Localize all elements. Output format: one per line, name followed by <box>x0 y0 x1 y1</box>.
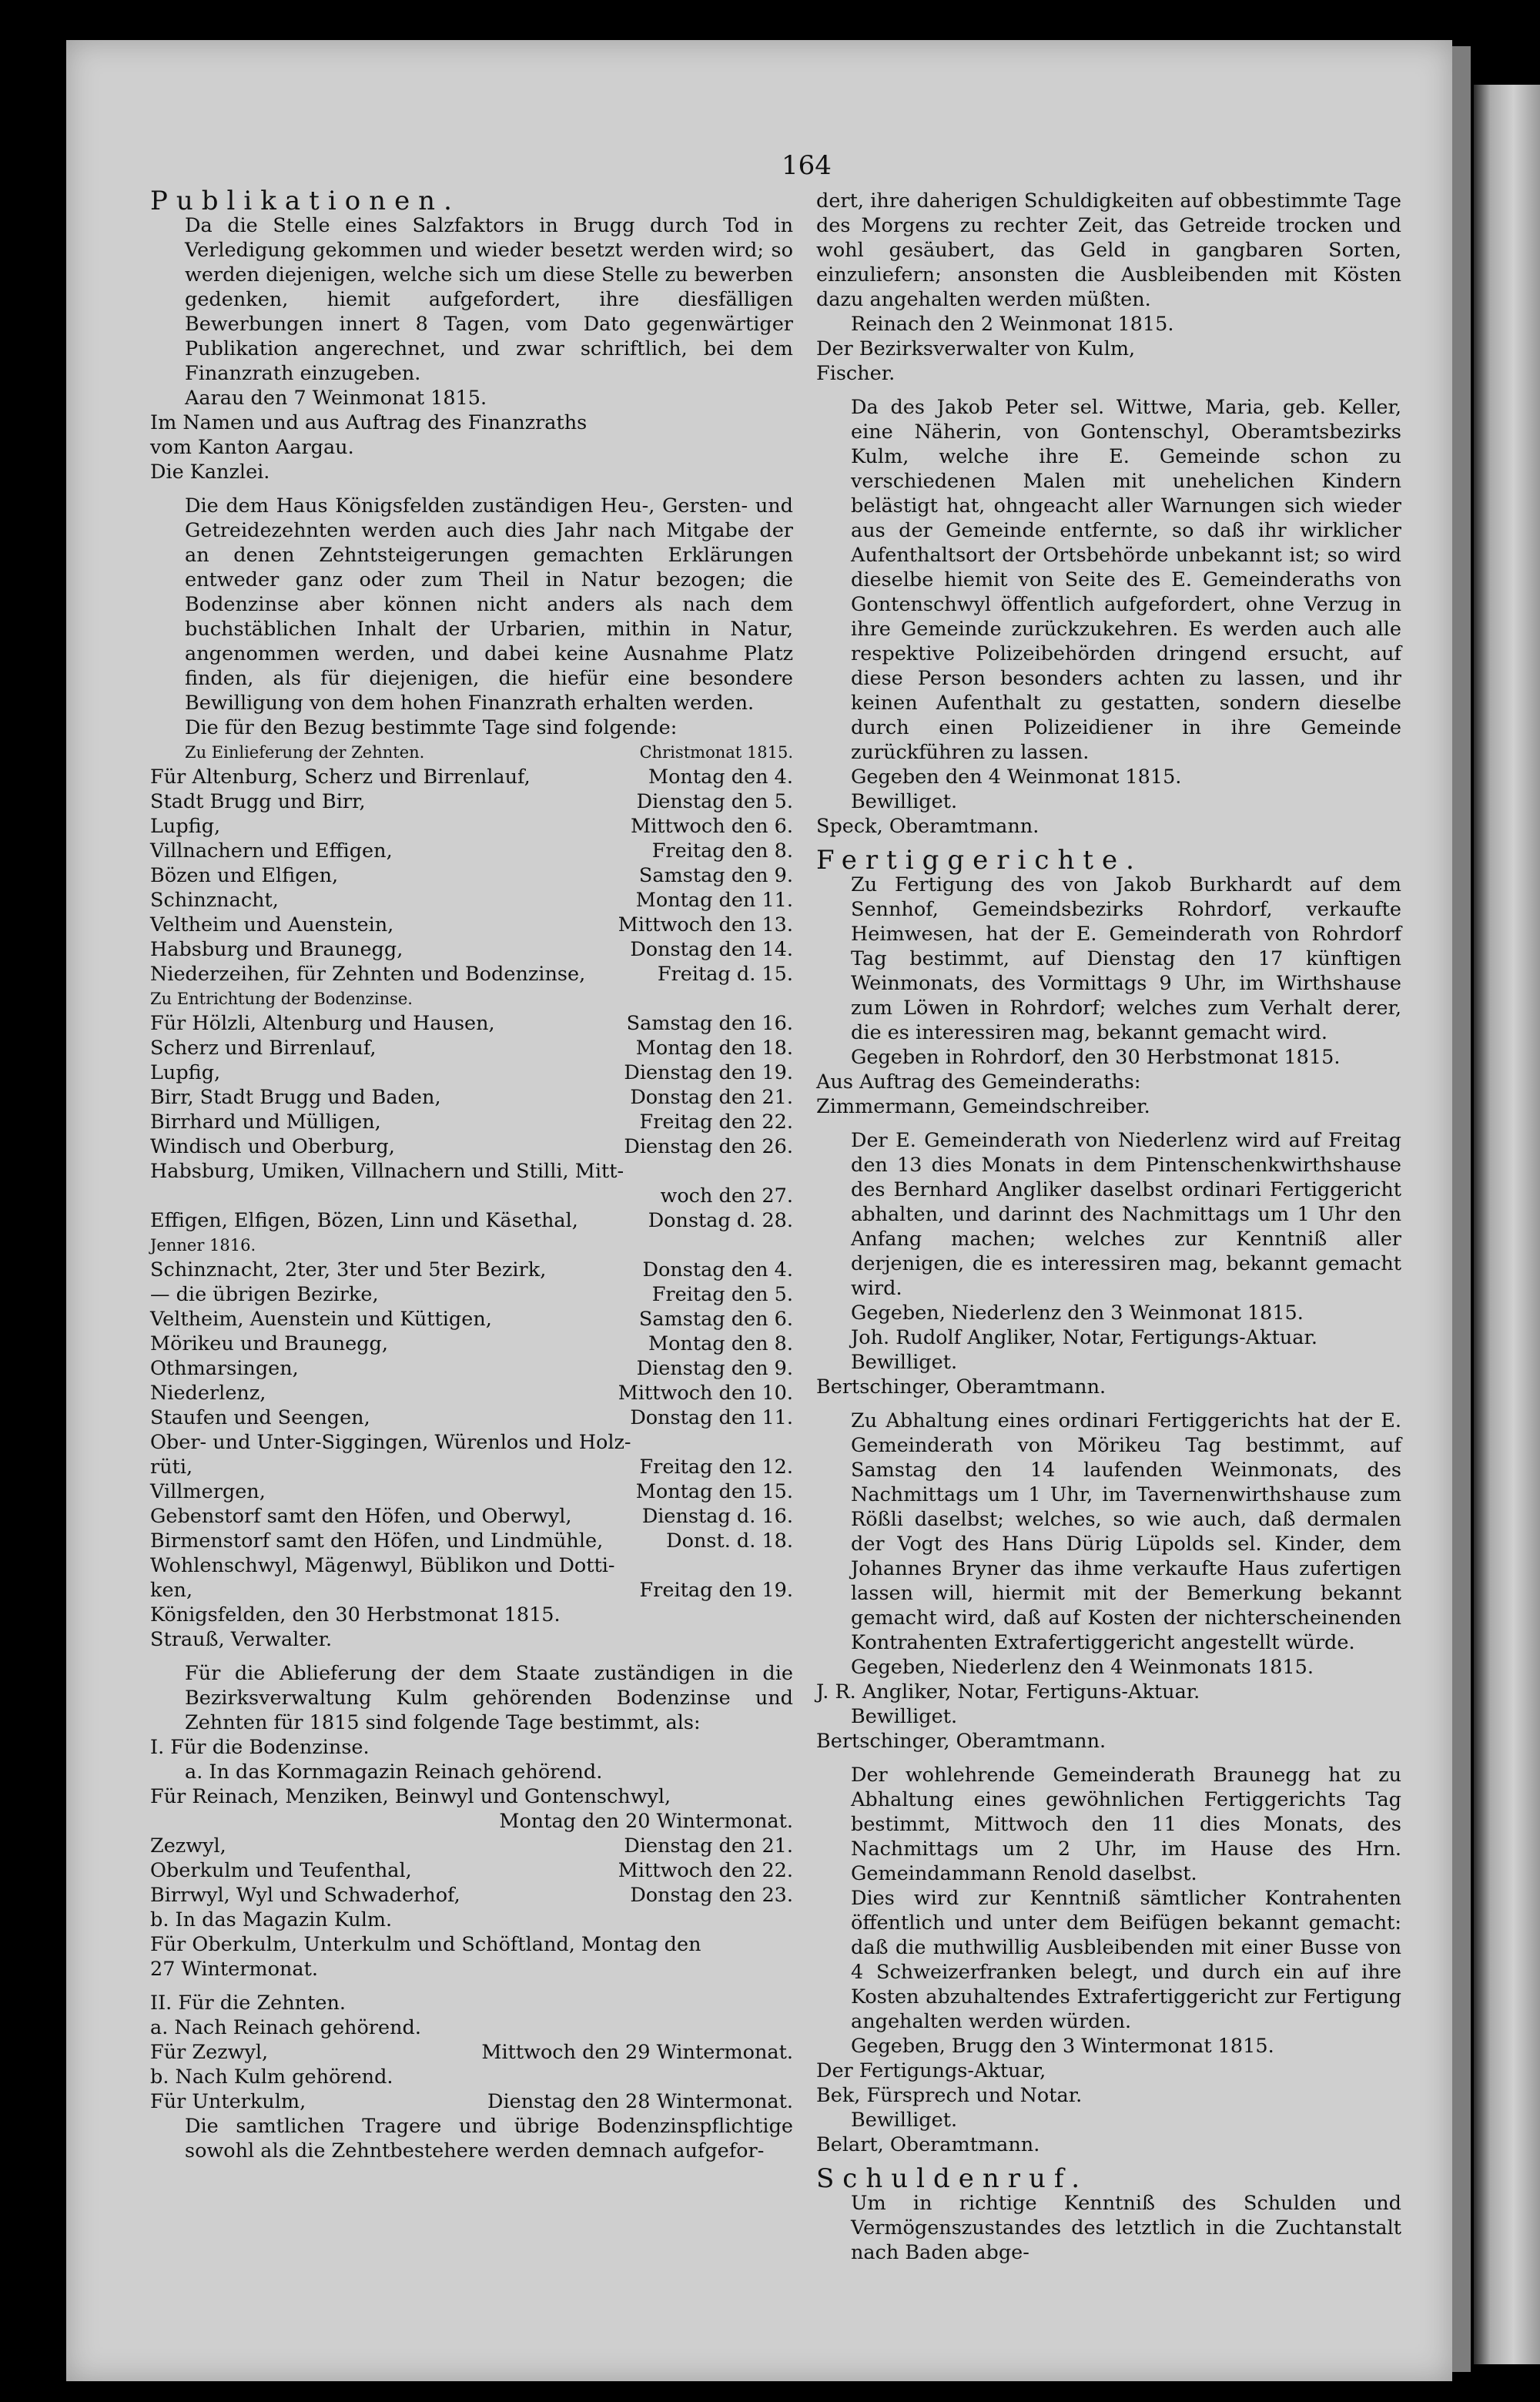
schedule-row: Effigen, Elfigen, Bözen, Linn und Käsethal, Donstag d. 28. <box>150 1209 793 1232</box>
schedule-row: Schinznacht, 2ter, 3ter und 5ter Bezirk, Donstag den 4. <box>150 1258 793 1281</box>
peter-approval: Bewilliget. <box>851 790 958 813</box>
koenigsfelden-notice: Die dem Haus Königsfelden zuständigen Heu-, Gersten- und Getreidezehnten werden auch dies Jahr nach Mitgabe der an denen Zehntsteigerungen gemachten Erklärungen entweder ganz oder zum Theil in Natur bezogen; die Bodenzinse aber können nicht anders als nach dem buchstäblichen Inhalt der Urbarien, mithin in Natur, angenommen werden, und dabei keine Ausnahme Platz finden, als für diejenigen, die hiefür eine besondere Bewilligung von dem hohen Finanzrath erhalten werden. <box>185 494 793 715</box>
salzfaktor-authority: Im Namen und aus Auftrag des Finanzraths <box>150 411 588 434</box>
schedule-row: Othmarsingen, Dienstag den 9. <box>150 1357 793 1380</box>
schedule-row: rüti, Freitag den 12. <box>150 1456 793 1479</box>
moeriken-date: Gegeben, Niederlenz den 4 Weinmonats 1815. <box>851 1656 1314 1679</box>
schedule-row: Oberkulm und Teufenthal, Mittwoch den 22. <box>150 1859 793 1882</box>
kulm-continuation: dert, ihre daherigen Schuldigkeiten auf obbestimmte Tage des Morgens zu rechter Zeit, das Getreide trocken und wohl gesäubert, das Geld in gangbaren Sorten, einzuliefern; ansonsten die Ausbleibenden mit Kösten dazu angehalten werden müßten. <box>816 189 1401 311</box>
kulm-I-schedule <box>150 1784 793 1908</box>
peter-notice: Da des Jakob Peter sel. Wittwe, Maria, geb. Keller, eine Näherin, von Gontenschyl, Oberamtsbezirks Kulm, welche ihre E. Gemeinde schon zu verschiedenen Malen mit unehelichen Kindern belästigt hat, ohngeacht aller Warnungen sich wieder aus der Gemeinde entfernte, so daß ihr wirklicher Aufenthaltsort der Ortsbehörde unbekannt ist; so wird dieselbe hiemit von Seite des E. Gemeinderaths von Gontenschwyl öffentlich aufgefordert, ohne Verzug in ihre Gemeinde zurückzukehren. Es werden auch alle respektive Polizeibehörden dringend ersucht, auf diese Person besonders achten zu lassen, und ihr keinen Aufenthalt zu gestatten, sondern dieselbe durch einen Polizeidiener in ihre Gemeinde zurückführen zu lassen. <box>851 396 1401 764</box>
schedule-row: Birrwyl, Wyl und Schwaderhof, Donstag den 23. <box>150 1884 793 1907</box>
braunegg-signature: Bek, Fürsprech und Notar. <box>816 2084 1083 2107</box>
left-column <box>150 186 793 2163</box>
schedule-row: Für Hölzli, Altenburg und Hausen, Samstag den 16. <box>150 1012 793 1035</box>
salzfaktor-authority-2: vom Kanton Aargau. <box>150 436 354 459</box>
zehnten-heading: Zu Einlieferung der Zehnten. <box>185 743 425 762</box>
braunegg-oberamtmann: Belart, Oberamtmann. <box>816 2133 1040 2156</box>
kulm-signature-name: Fischer. <box>816 362 896 385</box>
schedule-row: Birr, Stadt Brugg und Baden, Donstag den 21. <box>150 1086 793 1109</box>
kulm-signature: Der Bezirksverwalter von Kulm, <box>816 337 1136 360</box>
page-edge <box>1452 46 1471 2372</box>
schedule-row: Für Reinach, Menziken, Beinwyl und Gontenschwyl, <box>150 1785 671 1808</box>
moeriken-signature: J. R. Angliker, Notar, Fertiguns-Aktuar. <box>816 1680 1200 1704</box>
schedule-row: Zezwyl, Dienstag den 21. <box>150 1834 793 1858</box>
schedule-row: woch den 27. <box>660 1184 793 1208</box>
kulm-Ib-row-2: 27 Wintermonat. <box>150 1958 318 1981</box>
section-title-schuldenruf: Schuldenruf. <box>816 2163 1089 2194</box>
schedule-row: Lupfig, Dienstag den 19. <box>150 1061 793 1084</box>
rohrdorf-signature: Zimmermann, Gemeindschreiber. <box>816 1095 1150 1118</box>
schedule-row: Habsburg, Umiken, Villnachern und Stilli, Mitt- <box>150 1160 624 1183</box>
schedule-row: Für Zezwyl, Mittwoch den 29 Wintermonat. <box>150 2041 793 2064</box>
salzfaktor-date: Aarau den 7 Weinmonat 1815. <box>185 387 487 410</box>
niederlenz-oberamtmann: Bertschinger, Oberamtmann. <box>816 1375 1106 1399</box>
kulm-Ib-row: Für Oberkulm, Unterkulm und Schöftland, Montag den <box>150 1933 701 1956</box>
kulm-notice: Für die Ablieferung der dem Staate zuständigen in die Bezirksverwaltung Kulm gehörenden Bodenzinse und Zehnten für 1815 sind folgende Tage bestimmt, als: <box>185 1662 793 1734</box>
moeriken-notice: Zu Abhaltung eines ordinari Fertiggerichts hat der E. Gemeinderath von Mörikeu Tag bestimmt, auf Samstag den 14 laufenden Weinmonats, des Nachmittags um 1 Uhr, im Tavernenwirthshause zum Rößli daselbst; welches, so wie auch, daß dermalen der Vogt des Hans Dürig Lüpolds sel. Kinder, dem Johannes Bryner das ihme verkaufte Haus zufertigen lassen will, hiermit mit der Bemerkung bekannt gemacht wird, daß auf Kosten der nichterscheinenden Kontrahenten Extrafertiggericht angestellt würde. <box>851 1409 1401 1654</box>
schedule-row: Windisch und Oberburg, Dienstag den 26. <box>150 1135 793 1158</box>
niederlenz-date: Gegeben, Niederlenz den 3 Weinmonat 1815. <box>851 1302 1304 1325</box>
schedule-row: Villmergen, Montag den 15. <box>150 1480 793 1503</box>
bodenzinse-heading: Zu Entrichtung der Bodenzinse. <box>150 990 413 1008</box>
schedule-row: Birrhard und Mülligen, Freitag den 22. <box>150 1111 793 1134</box>
braunegg-notice: Der wohlehrende Gemeinderath Braunegg hat zu Abhaltung eines gewöhnlichen Fertiggerichts Tag bestimmt, Mittwoch den 11 dies Monats, des Nachmittags um 2 Uhr, im Hause des Hrn. Gemeindammann Renold daselbst. <box>851 1764 1401 1885</box>
schedule-row: ken, Freitag den 19. <box>150 1579 793 1602</box>
schedule-row: Montag den 20 Wintermonat. <box>499 1810 793 1833</box>
salzfaktor-notice: Da die Stelle eines Salzfaktors in Brugg durch Tod in Verledigung gekommen und wieder besetzt werden wird; so werden diejenigen, welche sich um diese Stelle zu bewerben gedenken, hiemit aufgefordert, ihre diesfälligen Bewerbungen innert 8 Tagen, vom Dato gegenwärtiger Publikation angerechnet, und zwar schriftlich, bei dem Finanzrath einzugeben. <box>185 214 793 385</box>
schedule-row: Veltheim, Auenstein und Küttigen, Samstag den 6. <box>150 1308 793 1331</box>
rohrdorf-notice: Zu Fertigung des von Jakob Burkhardt auf dem Sennhof, Gemeindsbezirks Rohrdorf, verkaufte Heimwesen, hat der E. Gemeinderath von Rohrdorf Tag bestimmt, auf Dienstag den 17 künftigen Weinmonats, des Vormittags 9 Uhr, im Wirthshause zum Löwen in Rohrdorf; welches zum Verhalt derer, die es interessiren mag, bekannt gemacht wird. <box>851 873 1401 1044</box>
schedule-row: Lupfig, Mittwoch den 6. <box>150 815 793 838</box>
koenigsfelden-date: Königsfelden, den 30 Herbstmonat 1815. <box>150 1603 561 1626</box>
schedule-row: Wohlenschwyl, Mägenwyl, Büblikon und Dotti- <box>150 1554 615 1577</box>
zehnten-month: Christmonat 1815. <box>639 743 793 762</box>
kulm-section-IIa: a. Nach Reinach gehörend. <box>150 2016 421 2039</box>
page-number: 164 <box>782 150 832 181</box>
schuldenruf-notice: Um in richtige Kenntniß des Schulden und Vermögenszustandes des letztlich in die Zuchtanstalt nach Baden abge- <box>851 2192 1401 2264</box>
schedule-row: Für Unterkulm, Dienstag den 28 Wintermonat. <box>150 2090 793 2113</box>
schedule-row: Villnachern und Effigen, Freitag den 8. <box>150 839 793 863</box>
braunegg-date: Gegeben, Brugg den 3 Wintermonat 1815. <box>851 2035 1274 2058</box>
kulm-section-Ib: b. In das Magazin Kulm. <box>150 1908 393 1931</box>
koenigsfelden-signature: Strauß, Verwalter. <box>150 1628 333 1651</box>
schedule-row: Scherz und Birrenlauf, Montag den 18. <box>150 1037 793 1060</box>
moeriken-oberamtmann: Bertschinger, Oberamtmann. <box>816 1730 1106 1753</box>
braunegg-approval: Bewilliget. <box>851 2109 958 2132</box>
jenner-schedule <box>150 1258 793 1603</box>
kulm-section-Ia: a. In das Kornmagazin Reinach gehörend. <box>185 1760 603 1784</box>
kulm-closing: Die samtlichen Tragere und übrige Bodenzinspflichtige sowohl als die Zehntbestehere werden demnach aufgefor- <box>185 2115 793 2162</box>
peter-signature: Speck, Oberamtmann. <box>816 815 1040 838</box>
schedule-row: Schinznacht, Montag den 11. <box>150 889 793 912</box>
braunegg-notice-2: Dies wird zur Kenntniß sämtlicher Kontrahenten öffentlich und unter dem Beifügen bekannt gemacht: daß die muthwillig Ausbleibenden mit einer Busse von 4 Schweizerfranken belegt, und durch ein auf ihre Kosten abzuhaltendes Extrafertiggericht zur Fertigung angehalten werden würden. <box>851 1887 1401 2033</box>
kulm-section-IIb: b. Nach Kulm gehörend. <box>150 2065 393 2089</box>
zehnten-schedule <box>150 765 793 987</box>
schedule-row: Gebenstorf samt den Höfen, und Oberwyl, Dienstag d. 16. <box>150 1505 793 1528</box>
rohrdorf-date: Gegeben in Rohrdorf, den 30 Herbstmonat 1815. <box>851 1046 1341 1069</box>
jenner-heading: Jenner 1816. <box>150 1236 256 1255</box>
schedule-row: Niederlenz, Mittwoch den 10. <box>150 1382 793 1405</box>
schedule-row: Für Altenburg, Scherz und Birrenlauf, Montag den 4. <box>150 765 793 789</box>
schedule-row: — die übrigen Bezirke, Freitag den 5. <box>150 1283 793 1306</box>
kulm-date: Reinach den 2 Weinmonat 1815. <box>851 313 1174 336</box>
schedule-row: Niederzeihen, für Zehnten und Bodenzinse, Freitag d. 15. <box>150 963 793 986</box>
schedule-row: Bözen und Elfigen, Samstag den 9. <box>150 864 793 887</box>
niederlenz-notice: Der E. Gemeinderath von Niederlenz wird auf Freitag den 13 dies Monats in dem Pintenschenkwirthshause des Bernhard Angliker daselbst ordinari Fertiggericht abhalten, und darinnt des Nachmittags um 1 Uhr den Anfang machen; welches zur Kenntniß aller derjenigen, die es interessiren mag, bekannt gemacht wird. <box>851 1129 1401 1300</box>
moeriken-approval: Bewilliget. <box>851 1705 958 1728</box>
zehnten-header <box>150 740 793 765</box>
braunegg-authority: Der Fertigungs-Aktuar, <box>816 2059 1046 2082</box>
kulm-section-II: II. Für die Zehnten. <box>150 1992 346 2015</box>
schedule-row: Veltheim und Auenstein, Mittwoch den 13. <box>150 913 793 936</box>
schedule-row: Stadt Brugg und Birr, Dienstag den 5. <box>150 790 793 813</box>
salzfaktor-signature: Die Kanzlei. <box>150 461 270 484</box>
schedule-row: Staufen und Seengen, Donstag den 11. <box>150 1406 793 1429</box>
bodenzinse-schedule <box>150 1011 793 1233</box>
koenigsfelden-intro: Die für den Bezug bestimmte Tage sind folgende: <box>185 716 678 739</box>
niederlenz-signature: Joh. Rudolf Angliker, Notar, Fertigungs-Aktuar. <box>851 1326 1317 1349</box>
schedule-row: Birmenstorf samt den Höfen, und Lindmühle, Donst. d. 18. <box>150 1529 793 1553</box>
section-title-publikationen: Publikationen. <box>150 186 460 216</box>
schedule-row: Mörikeu und Braunegg, Montag den 8. <box>150 1332 793 1355</box>
niederlenz-approval: Bewilliget. <box>851 1351 958 1374</box>
section-title-fertiggerichte: Fertiggerichte. <box>816 845 1143 876</box>
next-page-edge <box>1474 85 1540 2364</box>
peter-date: Gegeben den 4 Weinmonat 1815. <box>851 765 1182 789</box>
right-column <box>816 189 1401 2265</box>
schedule-row: Habsburg und Braunegg, Donstag den 14. <box>150 938 793 961</box>
kulm-section-I: I. Für die Bodenzinse. <box>150 1736 370 1759</box>
rohrdorf-authority: Aus Auftrag des Gemeinderaths: <box>816 1070 1141 1094</box>
schedule-row: Ober- und Unter-Siggingen, Würenlos und Holz- <box>150 1431 631 1454</box>
